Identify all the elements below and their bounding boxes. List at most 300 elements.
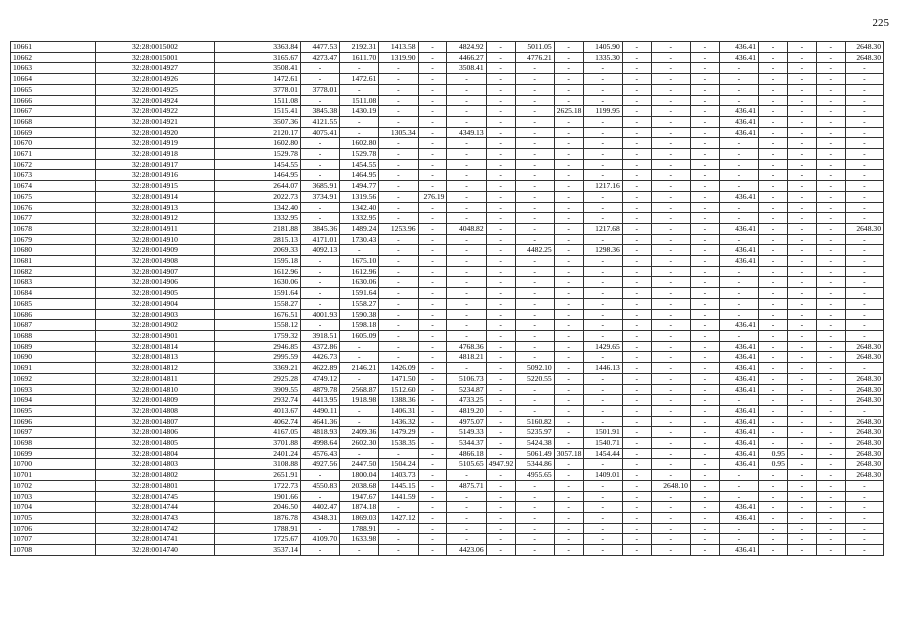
value-cell: - [418,373,447,384]
value-cell: - [816,63,845,74]
value-cell: - [787,170,816,181]
value-cell: 2648.30 [845,470,883,481]
row-number-cell: 10669 [11,127,96,138]
value-cell: - [651,384,690,395]
value-cell: - [622,170,651,181]
cadastral-number-cell: 32:28:0014908 [95,256,215,267]
row-number-cell: 10680 [11,245,96,256]
row-number-cell: 10684 [11,288,96,299]
value-cell: - [554,84,583,95]
value-cell: - [486,42,515,53]
value-cell: 4402.47 [300,502,339,513]
value-cell: - [515,309,554,320]
table-row [11,95,884,106]
value-cell: - [583,416,622,427]
value-cell: - [340,84,379,95]
value-cell: - [719,491,758,502]
value-cell: - [651,202,690,213]
value-cell: 5220.55 [515,373,554,384]
value-cell: - [379,138,418,149]
value-cell: - [554,512,583,523]
value-cell: 436.41 [719,438,758,449]
value-cell: - [651,309,690,320]
value-cell: - [787,330,816,341]
value-cell: - [690,470,719,481]
value-cell: - [759,52,788,63]
value-cell: - [816,395,845,406]
row-number-cell: 10691 [11,363,96,374]
value-cell: 436.41 [719,341,758,352]
value-cell: - [845,405,883,416]
row-number-cell: 10676 [11,202,96,213]
value-cell: 1602.80 [340,138,379,149]
value-cell: - [622,266,651,277]
value-cell: 2995.59 [215,352,301,363]
value-cell: - [690,534,719,545]
value-cell: 2409.36 [340,427,379,438]
value-cell: - [787,352,816,363]
value-cell: - [515,138,554,149]
value-cell: - [515,405,554,416]
table-row [11,245,884,256]
value-cell: - [379,191,418,202]
value-cell: - [300,213,339,224]
value-cell: 436.41 [719,256,758,267]
row-number-cell: 10708 [11,545,96,556]
value-cell: - [651,459,690,470]
row-number-cell: 10662 [11,52,96,63]
value-cell: - [759,470,788,481]
value-cell: 3734.91 [300,191,339,202]
value-cell: - [690,459,719,470]
value-cell: - [651,116,690,127]
value-cell: - [719,63,758,74]
value-cell: - [486,74,515,85]
value-cell: - [690,288,719,299]
value-cell: - [418,127,447,138]
value-cell: - [845,181,883,192]
value-cell: - [787,438,816,449]
value-cell: 1445.15 [379,480,418,491]
value-cell: - [651,373,690,384]
value-cell: 2146.21 [340,363,379,374]
value-cell: - [583,213,622,224]
row-number-cell: 10707 [11,534,96,545]
value-cell: 1722.73 [215,480,301,491]
value-cell: 1611.70 [340,52,379,63]
value-cell: - [300,149,339,160]
value-cell: 4947.92 [486,459,515,470]
value-cell: - [651,341,690,352]
value-cell: - [486,448,515,459]
value-cell: - [486,502,515,513]
value-cell: - [418,320,447,331]
value-cell: - [583,534,622,545]
value-cell: - [719,74,758,85]
value-cell: - [340,352,379,363]
value-cell: - [719,395,758,406]
value-cell: - [690,223,719,234]
value-cell: - [379,266,418,277]
value-cell: 436.41 [719,320,758,331]
cadastral-number-cell: 32:28:0014919 [95,138,215,149]
value-cell: - [787,223,816,234]
value-cell: 1446.13 [583,363,622,374]
value-cell: 2447.50 [340,459,379,470]
cadastral-number-cell: 32:28:0014901 [95,330,215,341]
value-cell: - [515,545,554,556]
value-cell: - [651,159,690,170]
value-cell: 4109.70 [300,534,339,545]
value-cell: - [622,491,651,502]
value-cell: - [622,480,651,491]
table-row [11,223,884,234]
value-cell: - [787,84,816,95]
value-cell: - [690,138,719,149]
value-cell: - [486,534,515,545]
value-cell: - [651,170,690,181]
value-cell: 1876.78 [215,512,301,523]
value-cell: - [816,416,845,427]
value-cell: - [418,438,447,449]
value-cell: - [554,480,583,491]
value-cell: - [418,427,447,438]
value-cell: 2648.30 [845,42,883,53]
value-cell: 1413.58 [379,42,418,53]
value-cell: - [486,427,515,438]
value-cell: - [845,191,883,202]
value-cell: - [719,84,758,95]
value-cell: 1800.04 [340,470,379,481]
value-cell: - [759,405,788,416]
value-cell: - [622,534,651,545]
value-cell: - [759,266,788,277]
value-cell: - [515,234,554,245]
value-cell: - [418,138,447,149]
value-cell: - [759,181,788,192]
value-cell: - [622,223,651,234]
value-cell: - [845,84,883,95]
value-cell: - [816,309,845,320]
value-cell: - [515,395,554,406]
value-cell: - [787,502,816,513]
cadastral-number-cell: 32:28:0014925 [95,84,215,95]
value-cell: - [300,138,339,149]
value-cell: 2925.28 [215,373,301,384]
value-cell: 1675.10 [340,256,379,267]
value-cell: 1501.91 [583,427,622,438]
row-number-cell: 10698 [11,438,96,449]
value-cell: - [690,52,719,63]
value-cell: - [622,245,651,256]
value-cell: 5344.86 [515,459,554,470]
cadastral-number-cell: 32:28:0014743 [95,512,215,523]
value-cell: 436.41 [719,416,758,427]
table-row [11,427,884,438]
value-cell: - [690,416,719,427]
value-cell: - [622,116,651,127]
value-cell: - [583,84,622,95]
value-cell: - [418,288,447,299]
value-cell: - [554,52,583,63]
table-row [11,298,884,309]
value-cell: 1305.34 [379,127,418,138]
value-cell: - [690,63,719,74]
value-cell: - [418,52,447,63]
value-cell: - [816,84,845,95]
value-cell: - [418,298,447,309]
row-number-cell: 10697 [11,427,96,438]
value-cell: - [418,545,447,556]
value-cell: - [651,52,690,63]
value-cell: - [447,470,486,481]
value-cell: - [622,52,651,63]
value-cell: - [816,149,845,160]
value-cell: - [845,363,883,374]
value-cell: - [515,106,554,117]
value-cell: - [583,63,622,74]
value-cell: - [447,266,486,277]
value-cell: - [759,363,788,374]
value-cell: - [447,491,486,502]
value-cell: - [759,245,788,256]
value-cell: 1426.09 [379,363,418,374]
value-cell: - [651,95,690,106]
value-cell: - [447,309,486,320]
value-cell: - [418,480,447,491]
value-cell: - [845,170,883,181]
value-cell: - [816,245,845,256]
value-cell: 4749.12 [300,373,339,384]
value-cell: - [515,320,554,331]
value-cell: - [787,416,816,427]
value-cell: - [515,384,554,395]
cadastral-number-cell: 32:28:0014916 [95,170,215,181]
value-cell: - [554,234,583,245]
value-cell: - [651,523,690,534]
table-row [11,127,884,138]
value-cell: - [486,320,515,331]
row-number-cell: 10702 [11,480,96,491]
value-cell: 1388.36 [379,395,418,406]
value-cell: - [787,309,816,320]
value-cell: 436.41 [719,352,758,363]
value-cell: - [622,256,651,267]
value-cell: - [583,459,622,470]
table-row [11,523,884,534]
value-cell: - [759,384,788,395]
row-number-cell: 10693 [11,384,96,395]
value-cell: - [719,213,758,224]
value-cell: - [515,116,554,127]
cadastral-number-cell: 32:28:0014803 [95,459,215,470]
value-cell: - [622,181,651,192]
value-cell: - [845,149,883,160]
value-cell: - [816,427,845,438]
row-number-cell: 10685 [11,298,96,309]
value-cell: - [622,363,651,374]
value-cell: - [787,52,816,63]
table-row [11,138,884,149]
value-cell: - [379,256,418,267]
value-cell: - [447,202,486,213]
value-cell: - [622,191,651,202]
value-cell: - [554,95,583,106]
value-cell: - [651,84,690,95]
value-cell: - [787,448,816,459]
value-cell: - [622,95,651,106]
value-cell: 2648.30 [845,373,883,384]
value-cell: - [379,234,418,245]
value-cell: - [379,106,418,117]
value-cell: 5149.33 [447,427,486,438]
value-cell: 5424.38 [515,438,554,449]
value-cell: - [515,352,554,363]
cadastral-number-cell: 32:28:0014805 [95,438,215,449]
value-cell: - [379,159,418,170]
value-cell: - [622,202,651,213]
cadastral-number-cell: 32:28:0014914 [95,191,215,202]
value-cell: - [622,159,651,170]
value-cell: - [845,512,883,523]
value-cell: 3369.21 [215,363,301,374]
value-cell: - [816,320,845,331]
value-cell: 1429.65 [583,341,622,352]
value-cell: - [816,256,845,267]
table-row [11,405,884,416]
value-cell: 1511.08 [340,95,379,106]
value-cell: 4550.83 [300,480,339,491]
value-cell: - [554,181,583,192]
value-cell: 1512.60 [379,384,418,395]
value-cell: 436.41 [719,545,758,556]
cadastral-number-cell: 32:28:0014742 [95,523,215,534]
value-cell: - [486,341,515,352]
value-cell: - [418,213,447,224]
value-cell: - [583,330,622,341]
value-cell: 1591.64 [215,288,301,299]
value-cell: - [787,181,816,192]
table-row [11,341,884,352]
value-cell: - [554,534,583,545]
value-cell: - [816,42,845,53]
value-cell: - [651,138,690,149]
value-cell: - [622,384,651,395]
value-cell: 0.95 [759,448,788,459]
value-cell: - [418,149,447,160]
value-cell: - [690,352,719,363]
value-cell: 1504.24 [379,459,418,470]
value-cell: - [759,480,788,491]
value-cell: - [418,202,447,213]
value-cell: - [554,405,583,416]
value-cell: 1319.56 [340,191,379,202]
value-cell: - [622,149,651,160]
value-cell: 2932.74 [215,395,301,406]
value-cell: - [447,245,486,256]
table-row [11,416,884,427]
value-cell: - [759,63,788,74]
value-cell: - [447,213,486,224]
row-number-cell: 10703 [11,491,96,502]
value-cell: 1788.91 [215,523,301,534]
value-cell: - [486,395,515,406]
table-row [11,545,884,556]
value-cell: - [816,266,845,277]
value-cell: - [651,266,690,277]
table-row [11,84,884,95]
value-cell: 3108.88 [215,459,301,470]
value-cell: 436.41 [719,502,758,513]
row-number-cell: 10666 [11,95,96,106]
cadastral-number-cell: 32:28:0014927 [95,63,215,74]
value-cell: - [379,352,418,363]
cadastral-number-cell: 32:28:0014913 [95,202,215,213]
value-cell: - [651,298,690,309]
value-cell: - [816,512,845,523]
value-cell: - [816,106,845,117]
value-cell: 436.41 [719,373,758,384]
value-cell: - [816,384,845,395]
value-cell: 1494.77 [340,181,379,192]
value-cell: - [651,405,690,416]
value-cell: - [486,234,515,245]
row-number-cell: 10688 [11,330,96,341]
value-cell: - [486,149,515,160]
table-row [11,63,884,74]
value-cell: - [583,277,622,288]
cadastral-number-cell: 32:28:0014902 [95,320,215,331]
value-cell: 1602.80 [215,138,301,149]
row-number-cell: 10686 [11,309,96,320]
value-cell: - [787,298,816,309]
cadastral-number-cell: 32:28:0014740 [95,545,215,556]
value-cell: - [554,416,583,427]
value-cell: - [651,363,690,374]
value-cell: - [845,116,883,127]
value-cell: - [651,427,690,438]
value-cell: - [622,502,651,513]
value-cell: - [845,127,883,138]
value-cell: 2648.30 [845,459,883,470]
value-cell: - [379,309,418,320]
value-cell: - [622,523,651,534]
value-cell: - [787,74,816,85]
value-cell: - [340,545,379,556]
value-cell: - [554,395,583,406]
value-cell: 1558.27 [340,298,379,309]
cadastral-number-cell: 32:28:0014808 [95,405,215,416]
table-row [11,502,884,513]
value-cell: - [486,363,515,374]
value-cell: - [816,74,845,85]
value-cell: - [816,213,845,224]
row-number-cell: 10694 [11,395,96,406]
value-cell: - [486,416,515,427]
value-cell: - [759,116,788,127]
value-cell: - [719,181,758,192]
value-cell: - [486,491,515,502]
value-cell: 1409.01 [583,470,622,481]
value-cell: - [583,149,622,160]
table-row [11,74,884,85]
value-cell: - [759,74,788,85]
value-cell: - [845,330,883,341]
value-cell: - [690,298,719,309]
value-cell: - [759,223,788,234]
value-cell: - [554,373,583,384]
value-cell: 2625.18 [554,106,583,117]
